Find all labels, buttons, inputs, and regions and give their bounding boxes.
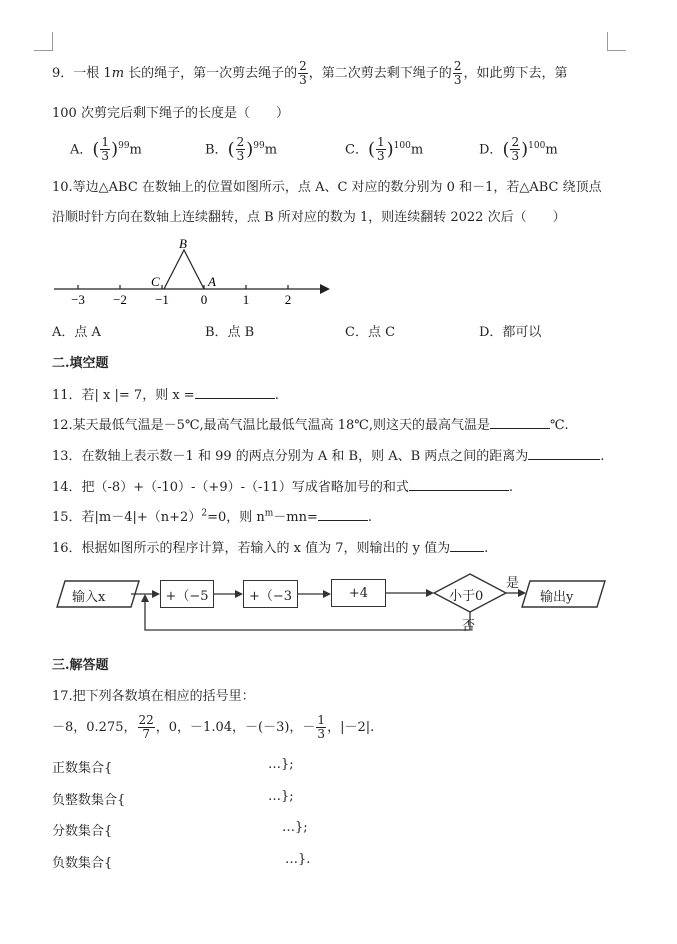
q17-set-end-3: …}. (285, 852, 311, 867)
q9-number: 9． (52, 66, 74, 81)
flow-step-minus5 (160, 580, 214, 608)
q15-text-a: 15．若|m－4|+（n+2） (52, 510, 202, 525)
q17-frac2-den: 3 (317, 727, 326, 741)
q17-set-label-2: 分数集合{ (52, 824, 113, 839)
q17-set-label-1: 负整数集合{ (52, 793, 126, 808)
q11-text-a: 11．若 (52, 388, 95, 403)
q17-frac1-num: 22 (138, 713, 154, 727)
question-15 (52, 506, 372, 525)
q9-unit: m (111, 66, 125, 81)
q17-set-label-3: 负数集合{ (52, 856, 113, 871)
q9-option-fraction (510, 136, 520, 163)
q10-option-2[interactable]: C．点 C (345, 325, 396, 340)
q11-end: . (274, 388, 279, 403)
flow-condition-label: 小于0 (449, 589, 484, 604)
q9-option-paren-close: ) (386, 138, 394, 160)
q9-option-paren-close: ) (521, 138, 529, 160)
q10-option-1[interactable]: B．点 B (205, 325, 255, 340)
q9-frac1-den: 3 (299, 73, 307, 87)
point-label-b: B (179, 236, 187, 251)
q9-option-letter: C． (345, 142, 368, 158)
q9-option-paren-open: ( (502, 138, 510, 160)
q9-frac2-num: 2 (453, 59, 462, 73)
q17-frac1-den: 7 (142, 727, 150, 741)
flow-step3-text: +4 (348, 585, 369, 601)
q17-fraction-1-3 (316, 714, 326, 741)
question-14 (52, 476, 513, 495)
q9-option-exponent: 100 (393, 141, 411, 151)
flow-step2-text: +（−3 (248, 588, 293, 604)
q16-text: 16．根据如图所示的程序计算，若输入的 x 值为 7，则输出的 y 值为 (52, 541, 451, 556)
flow-input-label: 输入x (72, 590, 106, 605)
q13-answer-blank[interactable] (528, 446, 600, 460)
tick-label: −3 (71, 292, 85, 307)
question-11 (52, 384, 279, 403)
question-9-line2: 100 次剪完后剩下绳子的长度是（ ） (52, 106, 289, 121)
point-label-c: C (151, 274, 160, 289)
tick-label: 1 (242, 292, 250, 307)
flow-step1-text: +（−5 (165, 588, 209, 604)
q9-text-c: ，第二次剪去剩下绳子的 (308, 66, 452, 81)
section-3-title: 三.解答题 (52, 658, 109, 673)
q17-set-end-2: …}; (282, 820, 308, 835)
q9-option-1[interactable] (205, 132, 277, 164)
q9-option-fraction (236, 136, 246, 163)
q14-answer-blank[interactable] (409, 477, 509, 491)
q9-option-den: 3 (236, 149, 245, 164)
q9-text-a: 一根 1 (73, 66, 112, 81)
flow-no-label: 否 (462, 619, 476, 634)
q9-option-letter: D． (479, 142, 503, 158)
q9-option-unit: m (129, 142, 142, 158)
tick-label: 0 (200, 292, 208, 307)
q9-option-fraction (376, 136, 386, 163)
q10-option-0[interactable]: A．点 A (52, 325, 101, 340)
q9-option-paren-open: ( (92, 138, 100, 160)
q17-set-end-0: …}; (268, 757, 294, 772)
q12-text: 12.某天最低气温是－5℃,最高气温比最低气温高 18℃,则这天的最高气温是 (52, 418, 490, 433)
q9-option-exponent: 99 (253, 141, 265, 151)
q17-frac2-num: 1 (317, 713, 326, 727)
number-line-ticks (71, 285, 291, 307)
q15-exponent-2: m (264, 508, 274, 519)
q9-frac1-num: 2 (299, 59, 307, 73)
q9-option-unit: m (545, 142, 558, 158)
q15-text-b: =0，则 n (207, 510, 265, 525)
question-9-line1 (52, 60, 567, 87)
tick-label: −2 (113, 292, 127, 307)
number-line-arrow (320, 284, 330, 294)
question-12 (52, 414, 569, 433)
q10-option-3[interactable]: D．都可以 (479, 325, 542, 340)
corner-mark-right (607, 32, 626, 51)
q9-option-letter: A． (70, 142, 93, 158)
q11-answer-blank[interactable] (195, 385, 275, 399)
q9-option-num: 2 (236, 135, 245, 150)
q9-option-paren-open: ( (367, 138, 375, 160)
flow-step-plus4 (331, 579, 386, 607)
q9-option-3[interactable] (479, 132, 558, 164)
flow-output-label: 输出y (540, 590, 574, 605)
tick-label: −1 (155, 292, 169, 307)
q9-option-unit: m (410, 142, 424, 158)
q15-end: . (367, 510, 373, 525)
q9-option-num: 1 (101, 135, 110, 150)
q17-set-label-0: 正数集合{ (52, 761, 113, 776)
q13-text: 13．在数轴上表示数－1 和 99 的两点分别为 A 和 B，则 A、B 两点之间的距离为 (52, 449, 529, 464)
question-17-numbers (52, 714, 374, 742)
q9-option-fraction (100, 136, 110, 163)
q9-option-letter: B． (205, 142, 228, 158)
flow-yes-label: 是 (506, 576, 520, 591)
q9-option-2[interactable] (345, 132, 423, 164)
q14-end: . (508, 480, 514, 495)
question-16 (52, 537, 488, 556)
q15-answer-blank[interactable] (318, 507, 368, 521)
question-13 (52, 445, 604, 464)
q9-text-d: ，如此剪下去，第 (463, 66, 568, 81)
q9-option-exponent: 99 (118, 141, 130, 151)
tick-label: 2 (284, 292, 292, 307)
q9-option-paren-open: ( (227, 138, 235, 160)
q16-end: . (484, 541, 489, 556)
q13-end: . (600, 449, 605, 464)
q15-exponent: 2 (201, 508, 208, 519)
triangle-abc (164, 250, 204, 289)
point-label-a: A (208, 274, 216, 289)
q15-text-c: －mn= (273, 510, 318, 525)
q9-fraction-2 (453, 60, 463, 87)
q17-numbers-c: ，|－2|. (327, 720, 375, 735)
q9-option-den: 3 (511, 149, 520, 164)
q9-option-den: 3 (376, 149, 385, 164)
q9-fraction-1 (298, 60, 308, 87)
q9-frac2-den: 3 (453, 73, 462, 87)
question-10-line1: 10.等边△ABC 在数轴上的位置如图所示，点 A、C 对应的数分别为 0 和－1，若△ABC 绕顶点 (52, 180, 602, 195)
q9-option-den: 3 (101, 149, 110, 164)
q12-answer-blank[interactable] (490, 415, 550, 429)
q9-text-b: 长的绳子，第一次剪去绳子的 (124, 66, 298, 81)
q9-option-paren-close: ) (111, 138, 119, 160)
q16-answer-blank[interactable] (450, 538, 484, 552)
q9-option-0[interactable] (70, 132, 142, 164)
flow-step-minus3 (243, 580, 298, 608)
section-2-title: 二.填空题 (52, 356, 109, 371)
question-17-title: 17.把下列各数填在相应的括号里： (52, 689, 255, 704)
q14-text: 14．把（-8）+（-10）-（+9）-（-11）写成省略加号的和式 (52, 480, 409, 495)
corner-mark-left (34, 32, 53, 51)
q17-numbers-a: －8，0.275， (52, 720, 137, 735)
question-10-line2: 沿顺时针方向在数轴上连续翻转，点 B 所对应的数为 1，则连续翻转 2022 次后（ ） (52, 210, 566, 225)
q17-set-end-1: …}; (268, 789, 294, 804)
q11-text-b: ，则 x = (142, 388, 195, 403)
number-line-figure (48, 232, 338, 308)
q9-option-num: 2 (511, 135, 520, 150)
q9-option-paren-close: ) (246, 138, 254, 160)
q9-option-unit: m (264, 142, 278, 158)
q17-numbers-b: ，0，－1.04，－(－3)，－ (155, 720, 316, 735)
q9-option-exponent: 100 (528, 141, 546, 151)
q12-end: ℃. (549, 418, 569, 433)
q17-fraction-22-7 (138, 714, 155, 741)
q9-option-num: 1 (376, 135, 385, 150)
q11-abs: | x |= 7 (94, 388, 143, 403)
